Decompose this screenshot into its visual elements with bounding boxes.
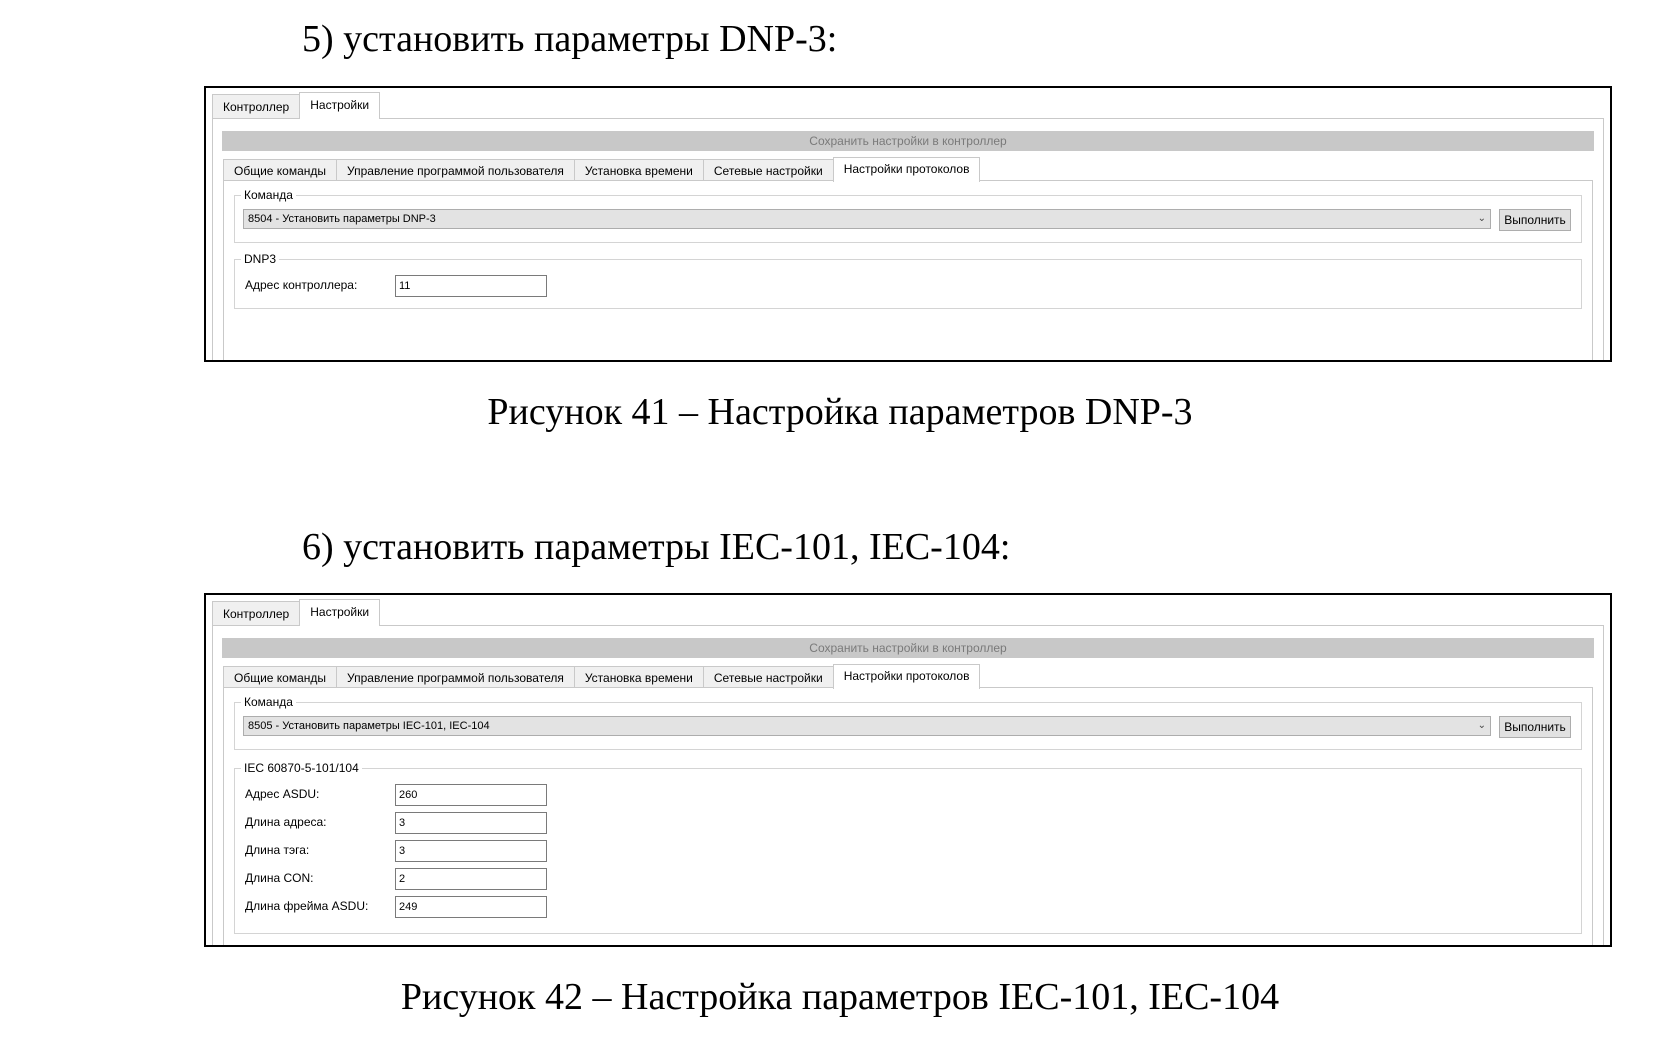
iec-settings-screenshot [204,593,1612,947]
sub-tab-bar [223,664,979,688]
tab-user-program[interactable]: Управление программой пользователя [336,666,575,688]
address-length-label: Длина адреса: [245,815,327,829]
figure-41-caption: Рисунок 41 – Настройка параметров DNP-3 [487,391,1193,433]
tab-general-commands[interactable]: Общие команды [223,666,337,688]
tab-network-settings[interactable]: Сетевые настройки [703,666,834,688]
asdu-address-input[interactable] [395,784,547,806]
section-5-heading: 5) установить параметры DNP-3: [302,18,838,60]
save-settings-button[interactable]: Сохранить настройки в контроллер [222,131,1594,151]
tag-length-input[interactable] [395,840,547,862]
command-select-value: 8504 - Установить параметры DNP-3 [248,213,436,225]
iec-group [234,762,1582,934]
figure-42-caption: Рисунок 42 – Настройка параметров IEC-101, IEC-104 [400,976,1280,1018]
con-length-label: Длина CON: [245,871,314,885]
command-group-label: Команда [244,695,293,709]
protocol-settings-panel [223,687,1593,947]
tab-controller[interactable]: Контроллер [212,601,300,625]
top-tab-bar [212,599,379,625]
save-settings-button[interactable]: Сохранить настройки в контроллер [222,638,1594,658]
controller-address-label: Адрес контроллера: [245,278,358,292]
execute-button[interactable]: Выполнить [1499,716,1571,738]
dnp3-group [234,253,1582,309]
asdu-frame-length-label: Длина фрейма ASDU: [245,899,369,913]
asdu-frame-length-input[interactable] [395,896,547,918]
dnp3-group-label: DNP3 [244,252,277,266]
address-length-input[interactable] [395,812,547,834]
tab-time-setup[interactable]: Установка времени [574,666,704,688]
tab-network-settings[interactable]: Сетевые настройки [703,159,834,181]
command-select[interactable] [243,209,1491,229]
tab-protocol-settings[interactable]: Настройки протоколов [833,664,981,689]
tab-user-program[interactable]: Управление программой пользователя [336,159,575,181]
tab-protocol-settings[interactable]: Настройки протоколов [833,157,981,182]
tab-settings[interactable]: Настройки [299,599,380,626]
asdu-address-label: Адрес ASDU: [245,787,320,801]
chevron-down-icon: ⌄ [1477,213,1486,224]
command-group-label: Команда [244,188,293,202]
tag-length-label: Длина тэга: [245,843,310,857]
top-tab-bar [212,92,379,118]
tab-settings[interactable]: Настройки [299,92,380,119]
command-select-value: 8505 - Установить параметры IEC-101, IEC-104 [248,720,490,732]
iec-group-label: IEC 60870-5-101/104 [244,761,359,775]
controller-address-input[interactable] [395,275,547,297]
protocol-settings-panel [223,180,1593,362]
settings-frame [212,118,1604,362]
execute-button[interactable]: Выполнить [1499,209,1571,231]
command-group [234,189,1582,243]
command-group [234,696,1582,750]
chevron-down-icon: ⌄ [1477,720,1486,731]
tab-controller[interactable]: Контроллер [212,94,300,118]
settings-frame [212,625,1604,947]
tab-time-setup[interactable]: Установка времени [574,159,704,181]
con-length-input[interactable] [395,868,547,890]
dnp3-settings-screenshot [204,86,1612,362]
tab-general-commands[interactable]: Общие команды [223,159,337,181]
section-6-heading: 6) установить параметры IEC-101, IEC-104: [302,526,1011,568]
command-select[interactable] [243,716,1491,736]
sub-tab-bar [223,157,979,181]
